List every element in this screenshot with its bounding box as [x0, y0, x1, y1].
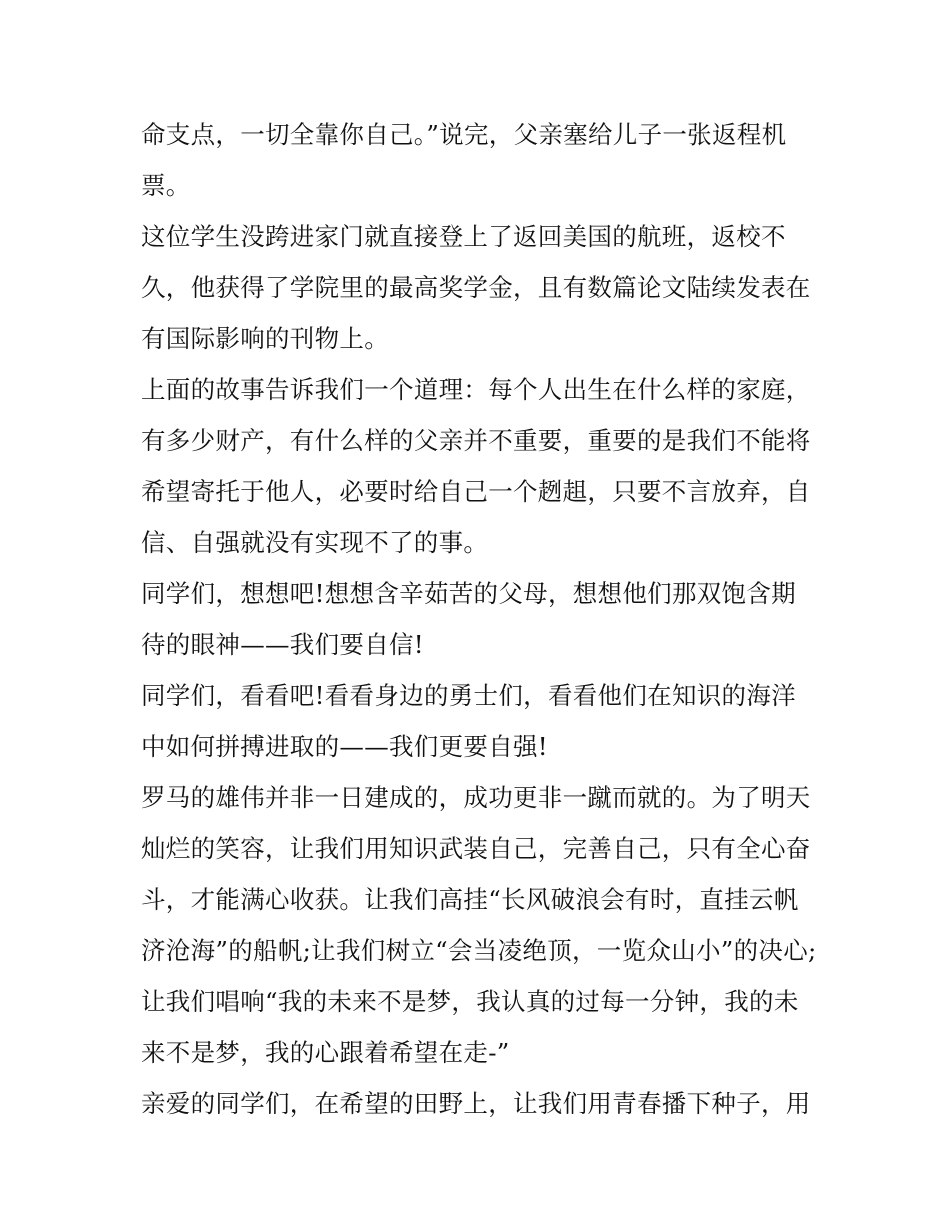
text-line: 有国际影响的刊物上。 [141, 324, 389, 353]
text-line: 这位学生没跨进家门就直接登上了返回美国的航班，返校不 [141, 222, 786, 251]
text-line: 同学们，看看吧!看看身边的勇士们，看看他们在知识的海洋 [141, 681, 796, 710]
text-line: 票。 [141, 171, 191, 200]
text-line: 待的眼神——我们要自信! [141, 630, 424, 659]
text-line: 罗马的雄伟并非一日建成的，成功更非一蹴而就的。为了明天 [141, 783, 811, 812]
text-line: 来不是梦，我的心跟着希望在走-” [141, 1038, 510, 1067]
text-line: 上面的故事告诉我们一个道理：每个人出生在什么样的家庭， [141, 375, 811, 404]
text-line: 久，他获得了学院里的最高奖学金，且有数篇论文陆续发表在 [141, 273, 811, 302]
text-line: 命支点，一切全靠你自己。”说完，父亲塞给儿子一张返程机 [141, 120, 787, 149]
text-line: 有多少财产，有什么样的父亲并不重要，重要的是我们不能将 [141, 426, 811, 455]
text-line: 信、自强就没有实现不了的事。 [141, 528, 489, 557]
text-line: 同学们，想想吧!想想含辛茹苦的父母，想想他们那双饱含期 [141, 579, 796, 608]
body-text [141, 109, 821, 1129]
text-line: 亲爱的同学们，在希望的田野上，让我们用青春播下种子，用 [141, 1089, 811, 1118]
text-line: 让我们唱响“我的未来不是梦，我认真的过每一分钟，我的未 [141, 987, 799, 1016]
text-line: 斗，才能满心收获。让我们高挂“长风破浪会有时，直挂云帆 [141, 885, 799, 914]
text-line: 济沧海”的船帆;让我们树立“会当凌绝顶，一览众山小”的决心; [141, 936, 817, 965]
text-line: 灿烂的笑容，让我们用知识武装自己，完善自己，只有全心奋 [141, 834, 811, 863]
text-line: 希望寄托于他人，必要时给自己一个趔趄，只要不言放弃，自 [141, 477, 811, 506]
text-line: 中如何拼搏进取的——我们更要自强! [141, 732, 548, 761]
